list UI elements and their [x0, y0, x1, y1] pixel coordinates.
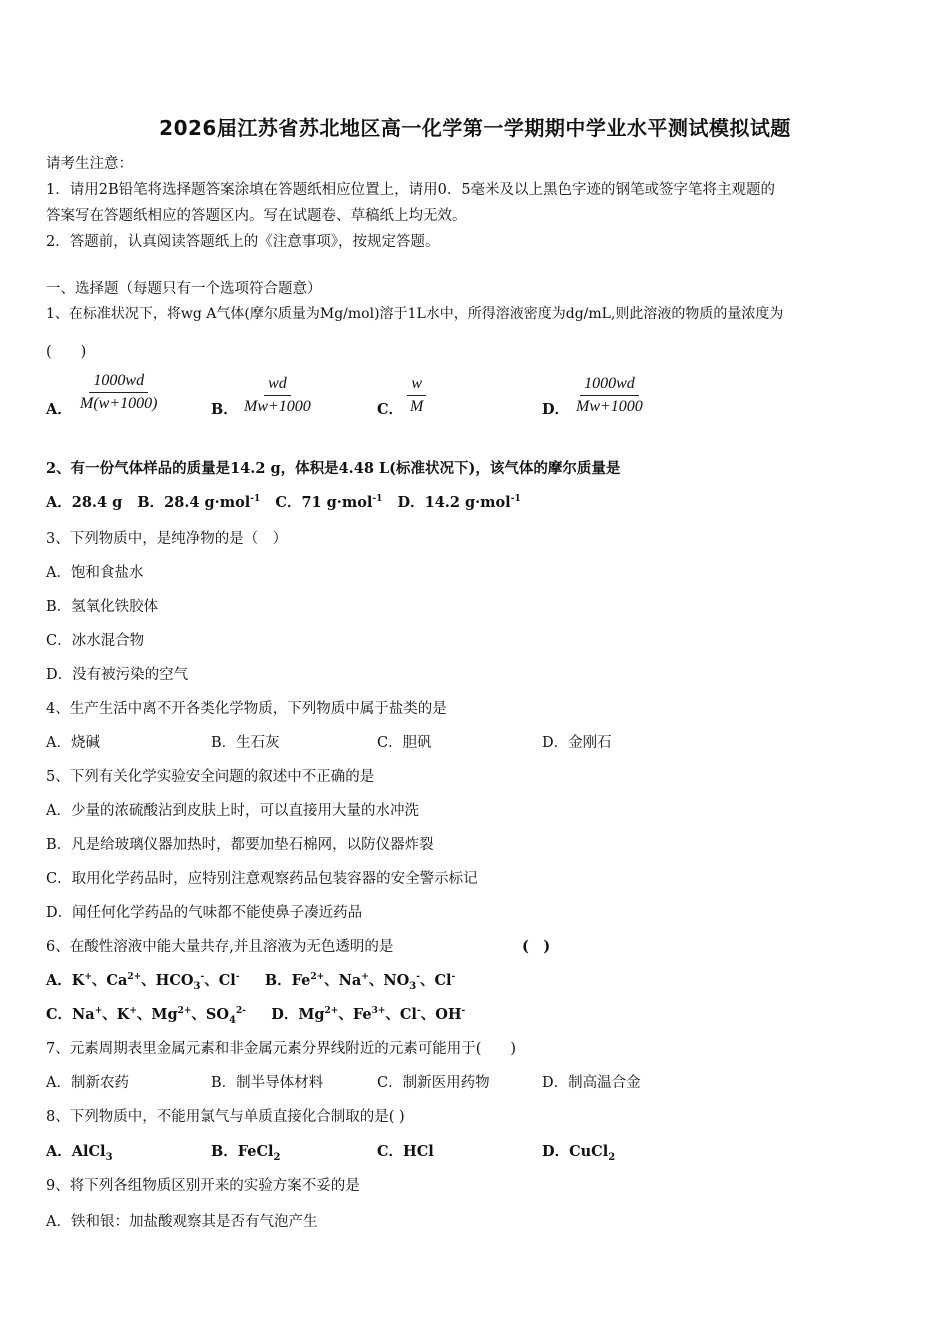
- section-heading: 一、选择题（每题只有一个选项符合题意）: [46, 281, 322, 297]
- page-title: 2026届江苏省苏北地区高一化学第一学期期中学业水平测试模拟试题: [159, 116, 791, 140]
- q1-option-c-label: C．: [377, 401, 404, 418]
- sep: 、: [419, 972, 435, 989]
- subscript: 2: [608, 1151, 616, 1163]
- q1-option-d-label: D．: [542, 401, 570, 418]
- sep: 、: [324, 972, 339, 989]
- q5-option-a: A．少量的浓硫酸沾到皮肤上时，可以直接用大量的水冲洗: [46, 803, 419, 819]
- q6-option-a-label: A．: [46, 972, 72, 989]
- charge: 2+: [324, 1006, 339, 1017]
- charge: 3+: [371, 1006, 386, 1017]
- ion-no3: NO: [383, 972, 410, 989]
- charge: 2+: [310, 972, 325, 983]
- q7-stem: 7、元素周期表里金属元素和非金属元素分界线附近的元素可能用于( ): [46, 1041, 517, 1057]
- ion-ca: Ca: [106, 972, 128, 989]
- q7-option-a: A．制新农药: [46, 1075, 129, 1091]
- charge: +: [94, 1006, 103, 1017]
- sep: 、: [102, 1006, 117, 1023]
- charge: -: [235, 972, 240, 983]
- q6-options-ab: [46, 969, 455, 990]
- q5-stem: 5、下列有关化学实验安全问题的叙述中不正确的是: [46, 769, 375, 785]
- q1-option-a-label: A．: [46, 401, 72, 418]
- ion-k: K: [71, 972, 85, 989]
- ion-k: K: [116, 1006, 130, 1023]
- ion-cl: Cl: [434, 972, 452, 989]
- q2-option-a: A．28.4 g: [46, 494, 123, 511]
- q2-option-d: D．14.2 g·mol: [397, 494, 511, 511]
- ion-fe: Fe: [352, 1006, 372, 1023]
- charge: 2+: [177, 1006, 192, 1017]
- notice-line-3: 2．答题前，认真阅读答题纸上的《注意事项》，按规定答题。: [46, 234, 440, 250]
- q8-option-c: C．HCl: [377, 1143, 434, 1160]
- q3-option-d: D．没有被污染的空气: [46, 667, 189, 683]
- sep: 、: [338, 1006, 353, 1023]
- q6-option-d-label: D．: [271, 1006, 299, 1023]
- ion-na: Na: [338, 972, 362, 989]
- charge: -: [416, 1006, 421, 1017]
- q9-stem: 9、将下列各组物质区别开来的实验方案不妥的是: [46, 1178, 360, 1194]
- subscript: 4: [229, 1014, 236, 1026]
- charge: -: [416, 972, 420, 983]
- q3-option-c: C．冰水混合物: [46, 633, 145, 649]
- q1-paren: ( ): [46, 344, 87, 360]
- q5-option-d: D．闻任何化学药品的气味都不能使鼻子凑近药品: [46, 905, 363, 921]
- q2-stem: 2、有一份气体样品的质量是14.2 g，体积是4.48 L(标准状况下)，该气体的摩尔质量是: [46, 460, 621, 477]
- notice-heading: 请考生注意：: [46, 156, 133, 172]
- q6-option-c-label: C．: [46, 1006, 73, 1023]
- subscript: 3: [105, 1151, 113, 1163]
- q1-d-denominator: Mw+1000: [576, 398, 643, 415]
- charge: 2-: [236, 1006, 246, 1017]
- q1-stem: 1、在标准状况下，将wg A气体(摩尔质量为Mg/mol)溶于1L水中，所得溶液密度为dg/mL,则此溶液的物质的量浓度为: [46, 306, 784, 322]
- q1-b-denominator: Mw+1000: [244, 398, 311, 415]
- q2-b-exponent: -1: [250, 494, 261, 505]
- q3-option-a: A．饱和食盐水: [46, 565, 144, 581]
- charge: 2+: [127, 972, 142, 983]
- ion-so4: SO: [205, 1006, 230, 1023]
- q4-option-a: A．烧碱: [46, 735, 100, 751]
- ion-cl: Cl: [399, 1006, 417, 1023]
- ion-hco3: HCO: [155, 972, 194, 989]
- sep: 、: [204, 972, 219, 989]
- q4-stem: 4、生产生活中离不开各类化学物质，下列物质中属于盐类的是: [46, 701, 447, 717]
- ion-cl: Cl: [218, 972, 236, 989]
- q1-option-b-label: B．: [211, 401, 238, 418]
- sep: 、: [141, 972, 156, 989]
- q1-c-denominator: M: [410, 398, 424, 415]
- q2-option-b: B．28.4 g·mol: [137, 494, 251, 511]
- q8-option-b: [211, 1140, 281, 1161]
- q1-c-numerator: w: [407, 375, 426, 396]
- charge: +: [361, 972, 369, 983]
- q8-b-text: B．FeCl: [211, 1143, 274, 1160]
- subscript: 2: [273, 1151, 281, 1163]
- q6-stem: 6、在酸性溶液中能大量共存,并且溶液为无色透明的是: [46, 939, 394, 955]
- q2-d-exponent: -1: [510, 494, 521, 505]
- charge: +: [84, 972, 92, 983]
- q8-a-text: A．AlCl: [46, 1143, 106, 1160]
- q1-option-a-fraction: [76, 372, 161, 413]
- q4-option-c: C．胆矾: [377, 735, 432, 751]
- q4-option-d: D．金刚石: [542, 735, 612, 751]
- q1-d-numerator: 1000wd: [580, 375, 639, 396]
- q1-option-c-fraction: [406, 375, 427, 416]
- sep: 、: [136, 1006, 152, 1023]
- q3-option-b: B．氢氧化铁胶体: [46, 599, 159, 615]
- q2-c-exponent: -1: [372, 494, 383, 505]
- q6-paren: ( ): [522, 938, 551, 955]
- q2-option-c: C．71 g·mol: [275, 494, 373, 511]
- ion-mg: Mg: [298, 1006, 325, 1023]
- q8-option-a: [46, 1140, 113, 1161]
- q8-option-d: [542, 1140, 615, 1161]
- q5-option-b: B．凡是给玻璃仪器加热时，都要加垫石棉网，以防仪器炸裂: [46, 837, 434, 853]
- q6-option-b-label: B．: [264, 972, 292, 989]
- notice-line-2: 答案写在答题纸相应的答题区内。写在试题卷、草稿纸上均无效。: [46, 208, 467, 224]
- ion-oh: OH: [435, 1006, 462, 1023]
- charge: -: [451, 972, 456, 983]
- q2-options: [46, 491, 521, 512]
- q8-d-text: D．CuCl: [542, 1143, 609, 1160]
- q1-option-d-fraction: [572, 375, 647, 416]
- ion-mg: Mg: [151, 1006, 178, 1023]
- q7-option-d: D．制高温合金: [542, 1075, 641, 1091]
- subscript: 3: [193, 980, 201, 992]
- q1-option-b-fraction: [240, 375, 315, 416]
- q3-stem: 3、下列物质中，是纯净物的是（ ）: [46, 531, 288, 547]
- sep: 、: [368, 972, 384, 989]
- charge: -: [200, 972, 205, 983]
- notice-line-1: 1．请用2B铅笔将选择题答案涂填在答题纸相应位置上，请用0．5毫米及以上黑色字迹的钢笔或签字笔将主观题的: [46, 182, 776, 198]
- q1-a-numerator: 1000wd: [89, 372, 148, 393]
- subscript: 3: [409, 980, 417, 992]
- sep: 、: [191, 1006, 206, 1023]
- q7-option-c: C．制新医用药物: [377, 1075, 490, 1091]
- q1-a-denominator: M(w+1000): [80, 395, 158, 412]
- charge: -: [461, 1006, 466, 1017]
- ion-na: Na: [72, 1006, 95, 1023]
- ion-fe: Fe: [291, 972, 311, 989]
- sep: 、: [420, 1006, 436, 1023]
- q5-option-c: C．取用化学药品时，应特别注意观察药品包装容器的安全警示标记: [46, 871, 478, 887]
- q1-b-numerator: wd: [264, 375, 291, 396]
- sep: 、: [385, 1006, 400, 1023]
- q7-option-b: B．制半导体材料: [211, 1075, 324, 1091]
- q8-stem: 8、下列物质中，不能用氯气与单质直接化合制取的是( ): [46, 1109, 405, 1125]
- q6-options-cd: [46, 1003, 465, 1024]
- sep: 、: [91, 972, 107, 989]
- q4-option-b: B．生石灰: [211, 735, 280, 751]
- charge: +: [129, 1006, 137, 1017]
- q9-option-a: A．铁和银：加盐酸观察其是否有气泡产生: [46, 1214, 318, 1230]
